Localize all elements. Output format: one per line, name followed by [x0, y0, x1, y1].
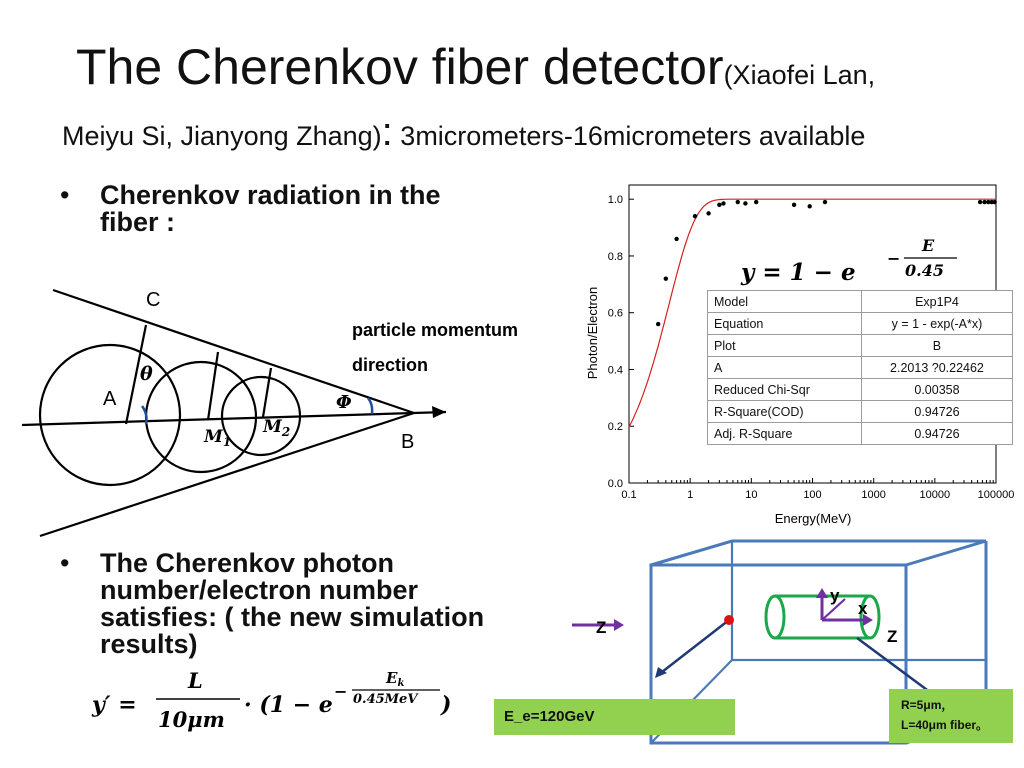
label-c: C — [146, 289, 161, 311]
chart-formula-lhs: y = 1 − e — [741, 259, 856, 286]
fit-param-value: 0.94726 — [861, 423, 1012, 445]
x-tick-label: 10 — [745, 489, 758, 501]
label-a: A — [103, 388, 117, 410]
data-point — [754, 200, 758, 204]
fit-param-name: Plot — [708, 335, 862, 357]
fit-param-value: y = 1 - exp(-A*x) — [861, 313, 1012, 335]
formula-num: L — [188, 668, 203, 693]
fit-param-name: Reduced Chi-Sqr — [708, 379, 862, 401]
fiber-spec-line2: L=40μm fiber。 — [901, 718, 989, 732]
chart-xlabel: Energy(MeV) — [774, 511, 852, 526]
chart-ylabel: Photon/Electron — [585, 286, 600, 380]
beam-energy-label: E_e=120GeV — [494, 699, 735, 735]
data-point — [982, 200, 986, 204]
data-point — [736, 200, 740, 204]
label-x: x — [858, 599, 868, 618]
x-tick-label: 1 — [687, 489, 694, 501]
y-tick-label: 0.6 — [607, 307, 623, 320]
y-tick-label: 0.8 — [607, 250, 623, 263]
formula-close: ) — [441, 692, 452, 718]
data-point — [823, 200, 827, 204]
data-point — [693, 214, 697, 218]
x-tick-label: 100 — [803, 489, 822, 501]
fit-param-name: Equation — [708, 313, 862, 335]
bullet-dot: • — [60, 180, 70, 210]
bullet1-line2: fiber : — [100, 207, 176, 237]
fit-table-row — [708, 401, 1013, 423]
fit-param-name: Model — [708, 291, 862, 313]
formula-exp-den: 0.45MeV — [353, 692, 418, 707]
bullet-dot: • — [60, 548, 70, 578]
data-point — [743, 201, 747, 205]
formula-exp-num: $E_k$ — [386, 669, 405, 689]
x-tick-label: 100000 — [977, 489, 1015, 501]
title-authors-2: Meiyu Si, Jianyong Zhang) — [62, 121, 382, 151]
data-point — [674, 237, 678, 241]
chart-formula-exp-num: E — [922, 236, 935, 255]
data-point — [792, 203, 796, 207]
bullet2-line2: number/electron number — [100, 575, 419, 605]
bullet2-line4: results) — [100, 629, 198, 659]
data-point — [978, 200, 982, 204]
data-point — [706, 211, 710, 215]
fit-param-value: B — [861, 335, 1012, 357]
momentum-label-1: particle momentum — [352, 320, 519, 340]
title-main: The Cherenkov fiber detector — [76, 39, 724, 95]
label-z-left: Z — [596, 618, 607, 637]
y-tick-label: 0.2 — [607, 421, 623, 434]
chart-formula-minus: − — [887, 249, 901, 268]
fiber-spec-line1: R=5μm， — [901, 698, 954, 712]
label-z-right: Z — [887, 627, 898, 646]
title-colon: : — [381, 110, 393, 154]
formula-mid: · (1 − e — [244, 692, 333, 718]
title-authors-1: (Xiaofei Lan, — [723, 60, 876, 90]
label-m2: $M_2$ — [263, 417, 291, 439]
label-y: y — [830, 586, 840, 605]
fit-param-name: A — [708, 357, 862, 379]
data-point — [664, 276, 668, 280]
x-tick-label: 1000 — [861, 489, 886, 501]
data-point — [656, 322, 660, 326]
fit-param-value: 2.2013 ?0.22462 — [861, 357, 1012, 379]
data-point — [717, 203, 721, 207]
fit-table-row — [708, 423, 1013, 445]
formula-exp-minus: − — [334, 682, 348, 701]
momentum-label-2: direction — [352, 355, 429, 375]
fit-table-row — [708, 335, 1013, 357]
data-point — [992, 200, 996, 204]
fit-param-value: Exp1P4 — [861, 291, 1012, 313]
formula-lhs: y′ = — [92, 692, 137, 718]
fit-param-name: Adj. R-Square — [708, 423, 862, 445]
data-point — [721, 201, 725, 205]
chart-formula-exp-den: 0.45 — [905, 261, 944, 280]
title-range: 3micrometers-16micrometers available — [392, 121, 866, 151]
label-b: B — [401, 431, 415, 453]
fit-param-value: 0.94726 — [861, 401, 1012, 423]
fit-table-row — [708, 291, 1013, 313]
fiber-spec-label — [889, 689, 1013, 743]
fit-param-name: R-Square(COD) — [708, 401, 862, 423]
x-tick-label: 0.1 — [621, 489, 637, 501]
fit-table-row — [708, 313, 1013, 335]
bullet2-line1: The Cherenkov photon — [100, 548, 395, 578]
fit-param-value: 0.00358 — [861, 379, 1012, 401]
y-tick-label: 0.0 — [607, 478, 623, 490]
y-tick-label: 0.4 — [607, 364, 623, 377]
data-point — [808, 204, 812, 208]
fit-table-row — [708, 379, 1013, 401]
chart-formula — [740, 236, 957, 286]
label-theta: θ — [140, 363, 153, 385]
y-tick-label: 1.0 — [607, 194, 623, 207]
label-m1: $M_1$ — [204, 427, 232, 449]
fit-table-row — [708, 357, 1013, 379]
label-phi: Φ — [336, 392, 352, 413]
bullet2-line3: satisfies: ( the new simulation — [100, 602, 485, 632]
formula-den: 10μm — [158, 707, 225, 732]
fit-results-table — [707, 290, 1013, 445]
bullet1-line1: Cherenkov radiation in the — [100, 180, 441, 210]
x-tick-label: 10000 — [919, 489, 951, 501]
